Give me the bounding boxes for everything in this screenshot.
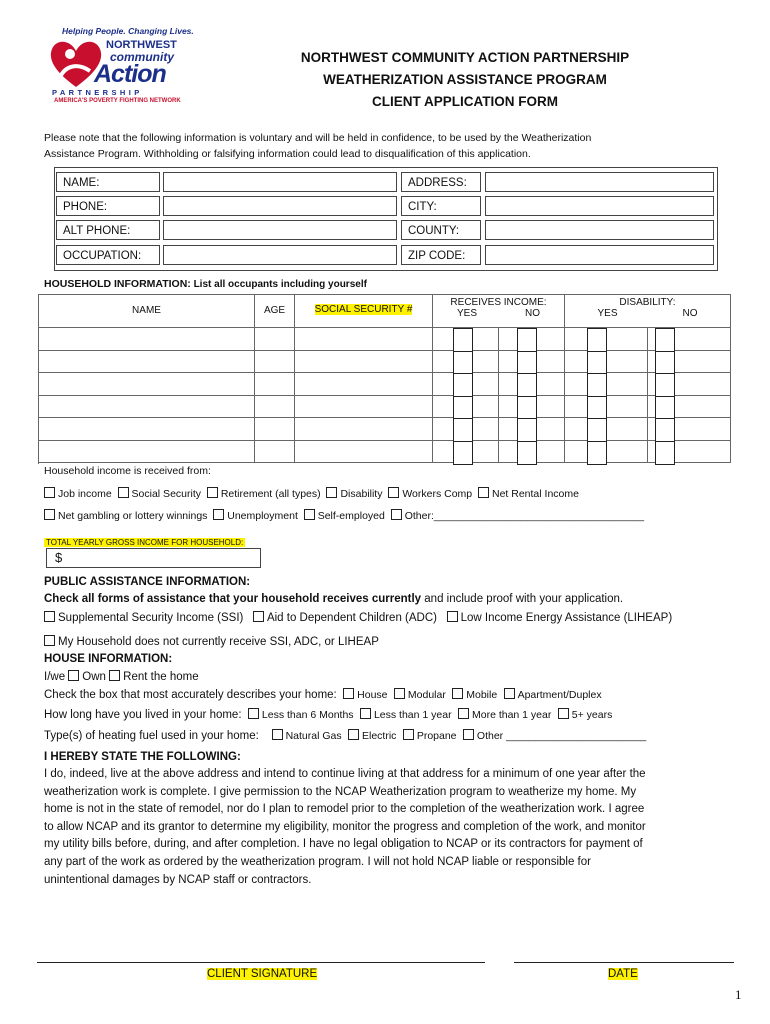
- statement-line: home is not in the state of remodel, nor do I plan to remodel prior to the completion of the weatherization work. I agree: [44, 803, 645, 816]
- household-checkbox[interactable]: [453, 351, 473, 376]
- no-assistance-checkbox[interactable]: [44, 635, 55, 646]
- logo-name-action: Action: [94, 60, 166, 88]
- propane-label: Propane: [416, 730, 457, 742]
- natural-gas-label: Natural Gas: [285, 730, 342, 742]
- disability-checkbox[interactable]: [326, 487, 337, 498]
- duration-gt-1-year-option[interactable]: [458, 709, 551, 721]
- ownership-prefix: I/we: [44, 671, 66, 683]
- modular-checkbox[interactable]: [394, 688, 405, 699]
- net-rental-label: Net Rental Income: [492, 488, 579, 500]
- home-type-question: Check the box that most accurately describes your home:: [44, 689, 337, 701]
- ssi-checkbox[interactable]: [44, 611, 55, 622]
- household-cell[interactable]: [255, 418, 295, 441]
- rent-label: Rent the home: [123, 671, 199, 683]
- household-checkbox[interactable]: [453, 373, 473, 398]
- gambling-label: Net gambling or lottery winnings: [58, 510, 208, 522]
- household-checkbox[interactable]: [587, 328, 607, 353]
- household-cell[interactable]: [255, 351, 295, 374]
- phone-field[interactable]: [163, 196, 397, 216]
- duration-5-years-checkbox[interactable]: [558, 708, 569, 719]
- household-checkbox[interactable]: [587, 418, 607, 443]
- confidentiality-notice: [44, 130, 734, 162]
- social-security-option[interactable]: [118, 488, 201, 500]
- workers-comp-label: Workers Comp: [402, 488, 473, 500]
- propane-checkbox[interactable]: [403, 729, 414, 740]
- phone-label: PHONE:: [56, 196, 160, 216]
- retirement-checkbox[interactable]: [207, 487, 218, 498]
- no-assistance-option[interactable]: [44, 635, 379, 648]
- col-header-disability: [565, 295, 731, 328]
- liheap-checkbox[interactable]: [447, 611, 458, 622]
- ownership-row: [44, 670, 199, 683]
- notice-line-2: Assistance Program. Withholding or falsifying information could lead to disqualification of this application.: [44, 148, 531, 160]
- self-employed-option[interactable]: [304, 510, 385, 522]
- income-header-text: RECEIVES INCOME:: [450, 297, 547, 308]
- ncap-logo: [44, 26, 204, 108]
- household-checkbox[interactable]: [655, 441, 675, 466]
- gambling-option[interactable]: [44, 510, 207, 522]
- household-checkbox[interactable]: [453, 328, 473, 353]
- retirement-label: Retirement (all types): [220, 488, 321, 500]
- duration-gt-1-year-label: More than 1 year: [471, 709, 552, 721]
- house-checkbox[interactable]: [343, 688, 354, 699]
- household-cell[interactable]: [255, 441, 295, 464]
- ssn-header-text: SOCIAL SECURITY #: [314, 304, 413, 315]
- applicant-info-table: [54, 167, 718, 271]
- self-employed-label: Self-employed: [317, 510, 385, 522]
- disability-header-text: DISABILITY:: [619, 297, 676, 308]
- duration-5-years-option[interactable]: [558, 709, 613, 721]
- electric-checkbox[interactable]: [348, 729, 359, 740]
- workers-comp-checkbox[interactable]: [388, 487, 399, 498]
- program-title: WEATHERIZATION ASSISTANCE PROGRAM: [323, 72, 607, 87]
- city-label: CITY:: [401, 196, 481, 216]
- statement-line: I do, indeed, live at the above address and intend to continue living at that address for a minimum of one year after the: [44, 768, 646, 780]
- household-cell[interactable]: [39, 441, 255, 464]
- modular-option[interactable]: [394, 689, 446, 701]
- statement-heading: I HEREBY STATE THE FOLLOWING:: [44, 751, 241, 763]
- household-checkbox[interactable]: [587, 373, 607, 398]
- statement-line: unintentional damages by NCAP staff or contractors.: [44, 873, 312, 886]
- household-checkbox[interactable]: [587, 396, 607, 421]
- household-checkbox[interactable]: [587, 441, 607, 466]
- job-income-checkbox[interactable]: [44, 487, 55, 498]
- client-signature-text: CLIENT SIGNATURE: [207, 968, 318, 980]
- address-field[interactable]: [485, 172, 714, 192]
- household-checkbox[interactable]: [517, 441, 537, 466]
- household-cell[interactable]: [255, 373, 295, 396]
- date-text: DATE: [608, 968, 638, 980]
- duration-lt-1-year-checkbox[interactable]: [360, 708, 371, 719]
- county-label: COUNTY:: [401, 220, 481, 240]
- electric-label: Electric: [362, 730, 397, 742]
- modular-label: Modular: [407, 689, 446, 701]
- natural-gas-checkbox[interactable]: [272, 729, 283, 740]
- income-sources-label: Household income is received from:: [44, 465, 211, 477]
- other-fuel-label: Other ________________________: [476, 730, 647, 742]
- duration-lt-1-year-label: Less than 1 year: [373, 709, 452, 721]
- col-header-ssn: [295, 295, 433, 328]
- gross-income-field[interactable]: [46, 548, 261, 568]
- alt-phone-label: ALT PHONE:: [56, 220, 160, 240]
- house-option[interactable]: [343, 689, 387, 701]
- other-fuel-checkbox[interactable]: [463, 729, 474, 740]
- net-rental-option[interactable]: [478, 488, 579, 500]
- self-employed-checkbox[interactable]: [304, 509, 315, 520]
- occupation-label: OCCUPATION:: [56, 245, 160, 265]
- residence-duration-row: [44, 708, 612, 721]
- statement-line: weatherization work is complete. I give permission to the NCAP Weatherization program to weatherize my home. My: [44, 785, 637, 798]
- unemployment-option[interactable]: [213, 510, 298, 522]
- household-checkbox[interactable]: [517, 373, 537, 398]
- rent-option[interactable]: [109, 671, 198, 683]
- other-fuel-option[interactable]: [463, 730, 646, 742]
- statement-body: [44, 766, 734, 889]
- income-sources-row-1: [44, 487, 579, 500]
- house-label: House: [357, 689, 388, 701]
- gambling-checkbox[interactable]: [44, 509, 55, 520]
- electric-option[interactable]: [348, 730, 396, 742]
- rent-checkbox[interactable]: [109, 670, 120, 681]
- duration-6-months-label: Less than 6 Months: [261, 709, 354, 721]
- household-cell[interactable]: [295, 396, 433, 419]
- household-checkbox[interactable]: [453, 396, 473, 421]
- ssi-label: Supplemental Security Income (SSI): [58, 612, 244, 624]
- own-checkbox[interactable]: [68, 670, 79, 681]
- household-checkbox[interactable]: [655, 396, 675, 421]
- currency-symbol: $: [55, 550, 63, 565]
- household-checkbox[interactable]: [453, 441, 473, 466]
- household-checkbox[interactable]: [517, 396, 537, 421]
- household-checkbox[interactable]: [517, 418, 537, 443]
- workers-comp-option[interactable]: [388, 488, 472, 500]
- household-checkbox[interactable]: [655, 418, 675, 443]
- other-income-label: Other:____________________________________: [404, 510, 645, 522]
- logo-name-partnership: PARTNERSHIP: [52, 88, 143, 97]
- instruction-rest: and include proof with your application.: [421, 593, 624, 605]
- income-no-header: NO: [524, 308, 540, 319]
- address-label: ADDRESS:: [401, 172, 481, 192]
- assistance-options: [44, 611, 672, 624]
- date-label: [608, 968, 638, 980]
- unemployment-label: Unemployment: [227, 510, 298, 522]
- household-checkbox[interactable]: [453, 418, 473, 443]
- col-header-name: NAME: [39, 295, 255, 328]
- social-security-checkbox[interactable]: [118, 487, 129, 498]
- instruction-bold: Check all forms of assistance that your household receives currently: [44, 593, 422, 605]
- household-heading-bold: HOUSEHOLD INFORMATION:: [44, 278, 191, 290]
- other-income-checkbox[interactable]: [391, 509, 402, 520]
- household-cell[interactable]: [295, 441, 433, 464]
- other-income-option[interactable]: [391, 510, 644, 522]
- disability-income-option[interactable]: [326, 488, 382, 500]
- household-cell[interactable]: [295, 351, 433, 374]
- statement-line: to allow NCAP and its grantor to determine my eligibility, monitor the progress and completion of the work, and monitor: [44, 820, 646, 833]
- heating-fuel-row: [44, 729, 646, 742]
- income-sources-row-2: [44, 509, 644, 522]
- logo-name-northwest: NORTHWEST: [106, 39, 177, 51]
- household-checkbox[interactable]: [655, 351, 675, 376]
- no-assistance-label: My Household does not currently receive SSI, ADC, or LIHEAP: [58, 636, 379, 648]
- page-number: 1: [735, 987, 742, 1002]
- household-cell[interactable]: [39, 373, 255, 396]
- household-table: [38, 294, 731, 464]
- disability-yes-header: YES: [597, 308, 618, 319]
- unemployment-checkbox[interactable]: [213, 509, 224, 520]
- home-type-row: [44, 688, 602, 701]
- duration-6-months-checkbox[interactable]: [248, 708, 259, 719]
- duration-6-months-option[interactable]: [248, 709, 354, 721]
- mobile-label: Mobile: [466, 689, 498, 701]
- income-yes-header: YES: [456, 308, 477, 319]
- alt-phone-field[interactable]: [163, 220, 397, 240]
- household-checkbox[interactable]: [587, 351, 607, 376]
- adc-checkbox[interactable]: [253, 611, 264, 622]
- propane-option[interactable]: [403, 730, 457, 742]
- natural-gas-option[interactable]: [272, 730, 342, 742]
- job-income-label: Job income: [58, 488, 112, 500]
- duration-lt-1-year-option[interactable]: [360, 709, 452, 721]
- apartment-checkbox[interactable]: [504, 688, 515, 699]
- public-assistance-instruction: [44, 593, 623, 605]
- household-cell[interactable]: [255, 328, 295, 351]
- household-cell[interactable]: [295, 418, 433, 441]
- household-checkbox[interactable]: [655, 328, 675, 353]
- logo-slogan: AMERICA'S POVERTY FIGHTING NETWORK: [54, 98, 181, 104]
- net-rental-checkbox[interactable]: [478, 487, 489, 498]
- household-cell[interactable]: [39, 396, 255, 419]
- zip-code-label: ZIP CODE:: [401, 245, 481, 265]
- form-title: CLIENT APPLICATION FORM: [372, 94, 558, 109]
- col-header-age: AGE: [255, 295, 295, 328]
- gross-income-label: TOTAL YEARLY GROSS INCOME FOR HOUSEHOLD:: [46, 538, 244, 547]
- household-cell[interactable]: [295, 328, 433, 351]
- household-cell[interactable]: [39, 418, 255, 441]
- date-line[interactable]: [514, 962, 734, 963]
- adc-option[interactable]: [253, 612, 437, 624]
- disability-label: Disability: [340, 488, 383, 500]
- client-signature-line[interactable]: [37, 962, 485, 963]
- liheap-label: Low Income Energy Assistance (LIHEAP): [460, 612, 673, 624]
- zip-code-field[interactable]: [485, 245, 714, 265]
- household-checkbox[interactable]: [517, 351, 537, 376]
- occupation-field[interactable]: [163, 245, 397, 265]
- household-cell[interactable]: [39, 328, 255, 351]
- own-label: Own: [82, 671, 106, 683]
- mobile-option[interactable]: [452, 689, 497, 701]
- name-label: NAME:: [56, 172, 160, 192]
- logo-tagline: Helping People. Changing Lives.: [62, 26, 194, 36]
- mobile-checkbox[interactable]: [452, 688, 463, 699]
- duration-question: How long have you lived in your home:: [44, 709, 242, 721]
- household-cell[interactable]: [295, 373, 433, 396]
- org-title: NORTHWEST COMMUNITY ACTION PARTNERSHIP: [300, 50, 630, 65]
- name-field[interactable]: [163, 172, 397, 192]
- household-checkbox[interactable]: [517, 328, 537, 353]
- apartment-option[interactable]: [504, 689, 602, 701]
- retirement-option[interactable]: [207, 488, 321, 500]
- household-checkbox[interactable]: [655, 373, 675, 398]
- disability-no-header: NO: [682, 308, 698, 319]
- notice-line-1: Please note that the following information is voluntary and will be held in confidence, to be used by the Weatherization: [44, 132, 592, 144]
- job-income-option[interactable]: [44, 488, 112, 500]
- logo-name-community: community: [110, 50, 175, 64]
- household-cell[interactable]: [39, 351, 255, 374]
- social-security-label: Social Security: [131, 488, 201, 500]
- duration-gt-1-year-checkbox[interactable]: [458, 708, 469, 719]
- house-info-heading: HOUSE INFORMATION:: [44, 653, 173, 665]
- household-cell[interactable]: [255, 396, 295, 419]
- household-heading-rest: List all occupants including yourself: [190, 279, 367, 290]
- col-header-income: [433, 295, 565, 328]
- county-field[interactable]: [485, 220, 714, 240]
- adc-label: Aid to Dependent Children (ADC): [266, 612, 437, 624]
- ssi-option[interactable]: [44, 612, 243, 624]
- public-assistance-heading: PUBLIC ASSISTANCE INFORMATION:: [44, 576, 251, 588]
- city-field[interactable]: [485, 196, 714, 216]
- client-signature-label: [207, 968, 317, 980]
- own-option[interactable]: [68, 671, 106, 683]
- household-heading: [44, 278, 367, 290]
- duration-5-years-label: 5+ years: [571, 709, 613, 721]
- statement-line: any part of the work as ordered by the weatherization program. I will not hold NCAP liable or responsible for: [44, 855, 591, 868]
- fuel-question: Type(s) of heating fuel used in your home:: [44, 730, 259, 742]
- apartment-label: Apartment/Duplex: [517, 689, 602, 701]
- statement-line: my utility bills before, during, and after completion. I have no legal obligation to NCAP or its contractors for payment of: [44, 838, 643, 851]
- liheap-option[interactable]: [447, 612, 673, 624]
